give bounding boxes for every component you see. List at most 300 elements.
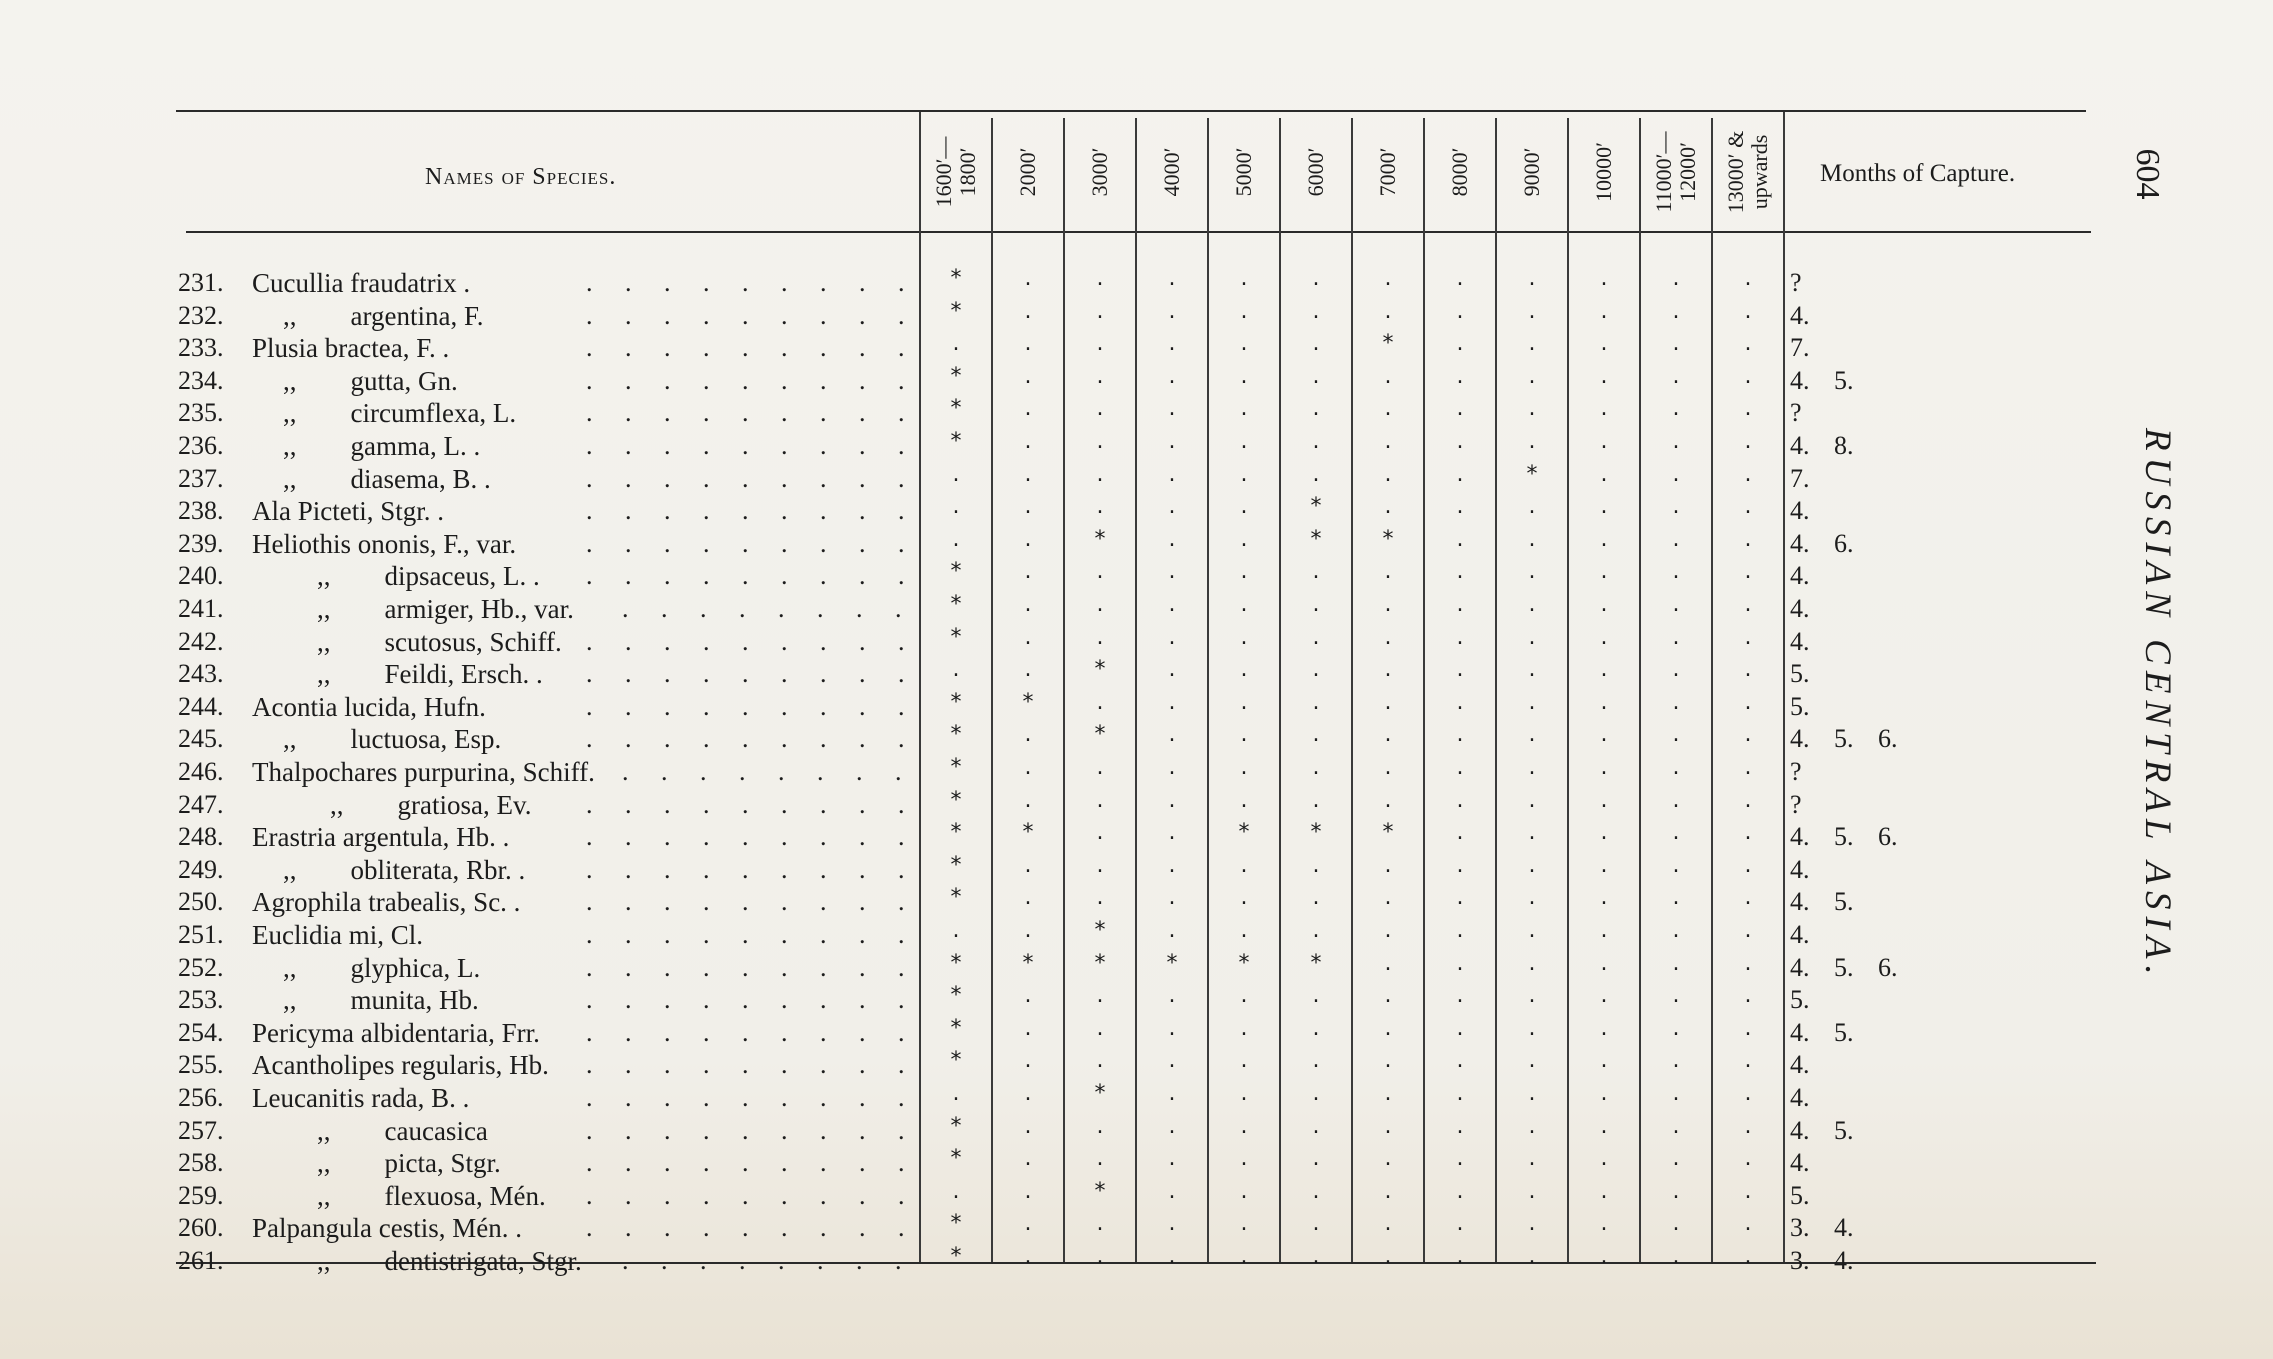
empty-cell-dot: . [1528,1113,1536,1139]
dot-leader: ......... [586,691,937,721]
empty-cell-dot: . [1456,885,1464,911]
species-name: Agrophila trabealis, Sc. . [252,887,521,918]
dot-leader: ......... [586,398,937,428]
dot-leader: ......... [586,724,937,754]
table-row [0,659,2273,691]
species-name: ,, picta, Stgr. [317,1148,501,1179]
empty-cell-dot: . [1168,1146,1176,1172]
species-name: Heliothis ononis, F., var. [252,528,517,559]
dot-leader: ......... [586,1083,937,1112]
empty-cell-dot: . [1024,526,1032,552]
empty-cell-dot: . [1456,820,1464,846]
species-name: ,, glyphica, L. [283,952,481,983]
empty-cell-dot: . [1744,885,1752,911]
empty-cell-dot: . [1168,592,1176,617]
species-number: 248. [178,822,224,852]
empty-cell-dot: . [1528,950,1536,976]
empty-cell-dot: . [1168,852,1176,878]
page-number: 604 [2129,148,2166,200]
empty-cell-dot: . [1240,494,1248,520]
empty-cell-dot: . [1024,461,1032,487]
empty-cell-dot: . [1744,1211,1752,1237]
empty-cell-dot: . [1528,266,1536,291]
empty-cell-dot: . [1744,1244,1752,1269]
empty-cell-dot: . [1528,787,1536,813]
empty-cell-dot: . [1168,787,1176,813]
species-name: Leucanitis rada, B. . [252,1083,470,1113]
months-of-capture: 4. [1790,920,1810,949]
empty-cell-dot: . [1240,722,1248,748]
empty-cell-dot: . [1744,722,1752,748]
dot-leader: ......... [586,822,937,852]
empty-cell-dot: . [1456,787,1464,813]
empty-cell-dot: . [1168,1244,1176,1269]
empty-cell-dot: . [1096,852,1104,878]
months-of-capture: ? [1790,757,1802,786]
empty-cell-dot: . [1672,722,1680,748]
header-bottom-rule [186,231,2091,233]
capture-mark: * [950,624,962,650]
dot-leader: ......... [586,1115,937,1145]
altitude-header: 3000′ [1087,147,1112,197]
empty-cell-dot: . [952,1178,960,1204]
empty-cell-dot: . [1024,918,1032,943]
altitude-header: 9000′ [1519,147,1544,197]
empty-cell-dot: . [1672,852,1680,878]
species-name: Palpangula cestis, Mén. . [252,1213,522,1244]
empty-cell-dot: . [1456,1048,1464,1074]
capture-mark: * [950,787,962,813]
table-row [0,594,2273,626]
empty-cell-dot: . [1528,722,1536,748]
species-number: 259. [178,1180,224,1210]
top-rule [176,110,2086,112]
species-name: ,, diasema, B. . [283,463,491,494]
empty-cell-dot: . [1744,526,1752,552]
species-name: ,, caucasica [317,1115,488,1146]
capture-mark: * [950,820,962,846]
empty-cell-dot: . [1672,689,1680,715]
empty-cell-dot: . [1672,363,1680,389]
empty-cell-dot: . [1600,1081,1608,1106]
empty-cell-dot: . [1168,722,1176,748]
capture-mark: * [1238,950,1250,976]
capture-mark: * [1094,1178,1106,1204]
species-name: Euclidia mi, Cl. [252,920,423,950]
empty-cell-dot: . [1024,1178,1032,1204]
empty-cell-dot: . [1240,885,1248,911]
empty-cell-dot: . [1600,429,1608,454]
dot-leader: ......... [586,431,937,460]
species-number: 243. [178,659,224,689]
capture-mark: * [1310,820,1322,846]
empty-cell-dot: . [1456,363,1464,389]
empty-cell-dot: . [1168,1048,1176,1074]
empty-cell-dot: . [1168,820,1176,846]
empty-cell-dot: . [1600,722,1608,748]
empty-cell-dot: . [1312,1146,1320,1172]
capture-mark: * [1022,689,1034,715]
capture-mark: * [950,950,962,976]
species-number: 247. [178,789,224,819]
empty-cell-dot: . [1672,1015,1680,1041]
capture-mark: * [950,396,962,422]
empty-cell-dot: . [1456,755,1464,780]
table-row [0,1050,2273,1082]
empty-cell-dot: . [1528,331,1536,357]
species-name: Cucullia fraudatrix . [252,268,471,298]
empty-cell-dot: . [1456,396,1464,422]
empty-cell-dot: . [1240,689,1248,715]
empty-cell-dot: . [1024,1081,1032,1106]
altitude-header: 5000′ [1231,147,1256,197]
empty-cell-dot: . [1096,689,1104,715]
dot-leader: ......... [586,952,937,982]
table-row [0,1148,2273,1180]
empty-cell-dot: . [1240,266,1248,291]
months-of-capture: 4. 5. [1790,1017,1854,1047]
empty-cell-dot: . [1168,363,1176,389]
table-row [0,689,2273,724]
dot-leader: ......... [586,1148,937,1178]
species-name: Thalpochares purpurina, Schiff. [252,757,595,787]
capture-mark: * [1022,820,1034,846]
empty-cell-dot: . [1528,1081,1536,1106]
empty-cell-dot: . [1312,461,1320,487]
empty-cell-dot: . [1384,1178,1392,1204]
empty-cell-dot: . [1168,755,1176,780]
empty-cell-dot: . [1096,1146,1104,1172]
empty-cell-dot: . [1024,396,1032,422]
empty-cell-dot: . [1312,1113,1320,1139]
empty-cell-dot: . [1096,266,1104,291]
empty-cell-dot: . [1168,624,1176,650]
empty-cell-dot: . [1744,592,1752,617]
empty-cell-dot: . [1384,1081,1392,1106]
empty-cell-dot: . [1744,461,1752,487]
empty-cell-dot: . [1384,1015,1392,1041]
empty-cell-dot: . [1672,331,1680,357]
empty-cell-dot: . [1456,624,1464,650]
capture-mark: * [950,592,962,617]
empty-cell-dot: . [1600,461,1608,487]
dot-leader: ......... [586,1213,937,1243]
months-of-capture: 4. 6. [1790,528,1854,558]
empty-cell-dot: . [1096,298,1104,324]
empty-cell-dot: . [1456,722,1464,748]
empty-cell-dot: . [1672,526,1680,552]
empty-cell-dot: . [1456,657,1464,683]
capture-mark: * [950,1211,962,1237]
table-row [0,1015,2273,1050]
capture-mark: * [1382,331,1394,357]
altitude-header: 4000′ [1159,147,1184,197]
capture-mark: * [1094,1081,1106,1106]
empty-cell-dot: . [1168,657,1176,683]
empty-cell-dot: . [1744,1048,1752,1074]
empty-cell-dot: . [1672,1211,1680,1237]
species-number: 255. [178,1050,224,1080]
empty-cell-dot: . [1744,983,1752,1009]
dot-leader: ......... [586,1017,937,1047]
empty-cell-dot: . [1456,1113,1464,1139]
empty-cell-dot: . [1168,1211,1176,1237]
table-row [0,1178,2273,1213]
empty-cell-dot: . [1024,1015,1032,1041]
empty-cell-dot: . [1456,266,1464,291]
empty-cell-dot: . [1312,722,1320,748]
empty-cell-dot: . [1240,1244,1248,1269]
empty-cell-dot: . [1456,526,1464,552]
species-number: 237. [178,463,224,493]
empty-cell-dot: . [1744,1146,1752,1172]
empty-cell-dot: . [1456,950,1464,976]
empty-cell-dot: . [1672,1244,1680,1269]
empty-cell-dot: . [1312,298,1320,324]
empty-cell-dot: . [1456,918,1464,943]
table-row [0,398,2273,430]
empty-cell-dot: . [1312,624,1320,650]
capture-mark: * [1526,461,1538,487]
capture-mark: * [1094,722,1106,748]
dot-leader: ......... [586,496,937,526]
species-name: Ala Picteti, Stgr. . [252,496,444,527]
species-number: 242. [178,626,224,656]
months-of-capture: 3. 4. [1790,1246,1854,1275]
empty-cell-dot: . [1744,950,1752,976]
empty-cell-dot: . [1744,363,1752,389]
species-name: ,, armiger, Hb., var. [317,594,574,624]
empty-cell-dot: . [1528,1244,1536,1269]
empty-cell-dot: . [1528,918,1536,943]
empty-cell-dot: . [1240,657,1248,683]
empty-cell-dot: . [1672,1113,1680,1139]
empty-cell-dot: . [1312,1048,1320,1074]
months-of-capture: ? [1790,789,1802,819]
table-row [0,852,2273,887]
empty-cell-dot: . [1600,396,1608,422]
empty-cell-dot: . [1456,1081,1464,1106]
capture-mark: * [950,1015,962,1041]
empty-cell-dot: . [1456,1244,1464,1269]
empty-cell-dot: . [1384,1244,1392,1269]
empty-cell-dot: . [1672,657,1680,683]
empty-cell-dot: . [1168,918,1176,943]
months-of-capture: 4. 5. 6. [1790,724,1898,754]
names-of-species-header: Names of Species. [425,164,617,190]
empty-cell-dot: . [1672,918,1680,943]
empty-cell-dot: . [1600,1178,1608,1204]
species-name: ,, Feildi, Ersch. . [317,659,543,690]
empty-cell-dot: . [1528,363,1536,389]
empty-cell-dot: . [1240,363,1248,389]
empty-cell-dot: . [1600,657,1608,683]
empty-cell-dot: . [1384,396,1392,422]
empty-cell-dot: . [1528,429,1536,454]
empty-cell-dot: . [1168,396,1176,422]
months-of-capture: 4. [1790,1083,1810,1112]
capture-mark: * [950,1146,962,1172]
empty-cell-dot: . [1024,1113,1032,1139]
empty-cell-dot: . [1312,559,1320,585]
empty-cell-dot: . [1168,983,1176,1009]
months-of-capture: 3. 4. [1790,1213,1854,1243]
empty-cell-dot: . [1384,755,1392,780]
empty-cell-dot: . [1024,298,1032,324]
empty-cell-dot: . [1528,755,1536,780]
empty-cell-dot: . [1312,429,1320,454]
empty-cell-dot: . [1024,331,1032,357]
table-row [0,298,2273,333]
empty-cell-dot: . [1096,983,1104,1009]
empty-cell-dot: . [1096,1244,1104,1269]
dot-leader: ......... [586,920,937,949]
capture-mark: * [1382,820,1394,846]
empty-cell-dot: . [1672,494,1680,520]
empty-cell-dot: . [1744,1015,1752,1041]
species-name: ,, flexuosa, Mén. [317,1180,546,1211]
dot-leader: ......... [586,561,937,591]
months-of-capture: ? [1790,398,1802,428]
empty-cell-dot: . [1096,396,1104,422]
empty-cell-dot: . [1456,494,1464,520]
capture-mark: * [1310,950,1322,976]
empty-cell-dot: . [1600,592,1608,617]
empty-cell-dot: . [1456,592,1464,617]
empty-cell-dot: . [1096,461,1104,487]
empty-cell-dot: . [1744,494,1752,520]
species-name: ,, gutta, Gn. [283,365,458,396]
empty-cell-dot: . [1240,331,1248,357]
altitude-header: 7000′ [1375,147,1400,197]
months-of-capture: 4. [1790,594,1810,623]
empty-cell-dot: . [1024,885,1032,911]
empty-cell-dot: . [1240,298,1248,324]
empty-cell-dot: . [1744,820,1752,846]
capture-mark: * [1094,950,1106,976]
table-row [0,363,2273,398]
species-name: Pericyma albidentaria, Frr. [252,1017,540,1048]
empty-cell-dot: . [1312,918,1320,943]
empty-cell-dot: . [1384,1113,1392,1139]
months-of-capture: 4. [1790,626,1810,656]
months-of-capture: 5. [1790,1180,1810,1210]
table-row [0,822,2273,854]
table-row [0,985,2273,1017]
empty-cell-dot: . [1312,363,1320,389]
table-row [0,950,2273,985]
empty-cell-dot: . [1528,1211,1536,1237]
species-number: 239. [178,528,224,558]
empty-cell-dot: . [1672,592,1680,617]
empty-cell-dot: . [1528,298,1536,324]
empty-cell-dot: . [1312,983,1320,1009]
empty-cell-dot: . [1240,1081,1248,1106]
empty-cell-dot: . [1744,1081,1752,1106]
capture-mark: * [950,852,962,878]
capture-mark: * [1382,526,1394,552]
empty-cell-dot: . [1528,592,1536,617]
empty-cell-dot: . [1384,494,1392,520]
dot-leader: ......... [586,365,937,395]
empty-cell-dot: . [1528,559,1536,585]
species-number: 260. [178,1213,224,1243]
empty-cell-dot: . [1312,1244,1320,1269]
empty-cell-dot: . [1600,820,1608,846]
species-name: ,, obliterata, Rbr. . [283,854,526,885]
empty-cell-dot: . [1024,559,1032,585]
table-row [0,1083,2273,1115]
empty-cell-dot: . [1024,1244,1032,1269]
empty-cell-dot: . [1240,559,1248,585]
empty-cell-dot: . [1312,787,1320,813]
empty-cell-dot: . [1528,624,1536,650]
capture-mark: * [950,1244,962,1269]
empty-cell-dot: . [1672,624,1680,650]
months-of-capture: 5. [1790,659,1810,689]
empty-cell-dot: . [1384,592,1392,617]
species-number: 238. [178,496,224,526]
empty-cell-dot: . [1240,1178,1248,1204]
empty-cell-dot: . [1744,298,1752,324]
empty-cell-dot: . [1384,363,1392,389]
empty-cell-dot: . [1672,1081,1680,1106]
empty-cell-dot: . [1240,429,1248,454]
empty-cell-dot: . [1168,526,1176,552]
empty-cell-dot: . [1384,298,1392,324]
empty-cell-dot: . [1744,918,1752,943]
species-number: 252. [178,952,224,982]
empty-cell-dot: . [1096,494,1104,520]
empty-cell-dot: . [1096,592,1104,617]
empty-cell-dot: . [1312,1015,1320,1041]
empty-cell-dot: . [1600,1146,1608,1172]
capture-mark: * [1310,494,1322,520]
empty-cell-dot: . [1096,1048,1104,1074]
months-of-capture: 4. 5. [1790,365,1854,395]
months-of-capture: 4. 8. [1790,431,1854,460]
empty-cell-dot: . [1600,1015,1608,1041]
table-row [0,461,2273,496]
empty-cell-dot: . [1240,1146,1248,1172]
capture-mark: * [950,559,962,585]
empty-cell-dot: . [1096,820,1104,846]
empty-cell-dot: . [952,526,960,552]
empty-cell-dot: . [1744,1113,1752,1139]
empty-cell-dot: . [952,918,960,943]
months-of-capture: 7. [1790,333,1810,363]
capture-mark: * [950,1113,962,1139]
empty-cell-dot: . [1456,1178,1464,1204]
empty-cell-dot: . [1456,559,1464,585]
empty-cell-dot: . [1600,298,1608,324]
empty-cell-dot: . [1456,1211,1464,1237]
empty-cell-dot: . [1456,852,1464,878]
species-number: 241. [178,594,224,623]
altitude-header: 8000′ [1447,147,1472,197]
species-number: 256. [178,1083,224,1112]
empty-cell-dot: . [1168,266,1176,291]
empty-cell-dot: . [1168,494,1176,520]
empty-cell-dot: . [1672,559,1680,585]
empty-cell-dot: . [1672,983,1680,1009]
empty-cell-dot: . [1168,1178,1176,1204]
empty-cell-dot: . [1168,298,1176,324]
empty-cell-dot: . [1600,363,1608,389]
capture-mark: * [950,1048,962,1074]
empty-cell-dot: . [1384,689,1392,715]
altitude-header: 2000′ [1015,147,1040,197]
